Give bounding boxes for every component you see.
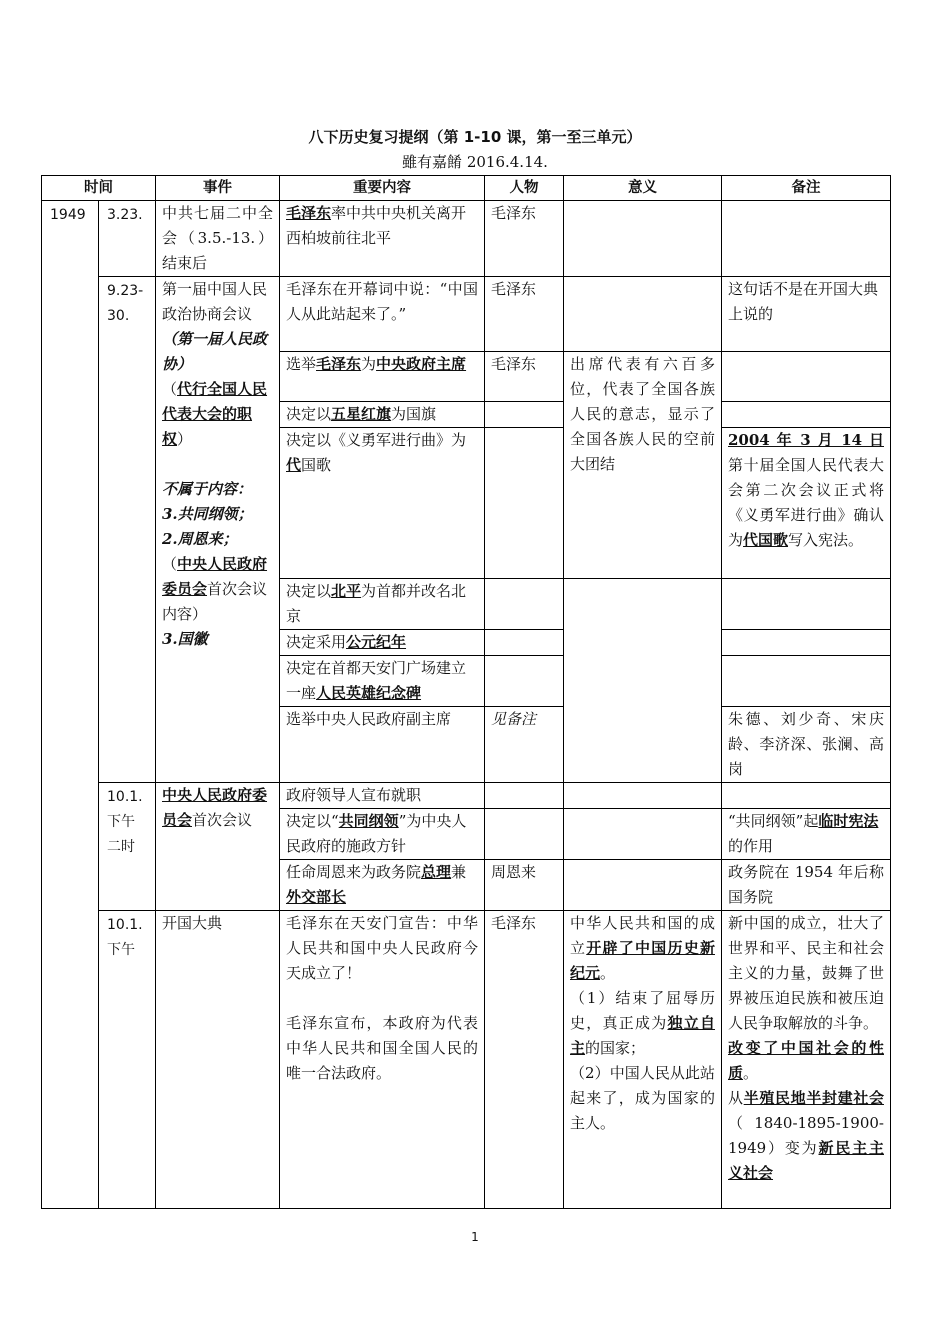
paren: （ [162,555,178,573]
significance-cell [564,783,722,809]
date-cell: 10.1.下午二时 [99,783,156,911]
significance-text [570,911,715,986]
note-cell [722,402,891,428]
content-cell [280,201,485,277]
page-subtitle: 雖有嘉餚 2016.4.14. [402,153,548,171]
person-cell: 毛泽东 [485,277,564,352]
note-cell: 这句话不是在开国大典上说的 [722,277,891,352]
text: 的作用 [728,837,774,855]
underlined-term: 外交部长 [286,888,347,906]
content-cell [280,352,485,402]
note-cell: 政务院在 1954 年后称国务院 [722,860,891,911]
underlined-term: 中央人民政府委员会 [162,786,268,829]
underlined-term: 毛泽东 [316,355,362,373]
content-cell: 选举中央人民政府副主席 [280,707,485,783]
content-text: 毛泽东宣布，本政府为代表中华人民共和国全国人民的唯一合法政府。 [286,1014,478,1082]
content-cell [280,911,485,1209]
significance-cell [564,860,722,911]
not-include-item: 2.周恩来； [162,530,238,548]
content-cell: 毛泽东在开幕词中说：“中国人从此站起来了。” [280,277,485,352]
page-title: 八下历史复习提纲（第 1-10 课，第一至三单元） [308,128,642,146]
person-cell [485,402,564,428]
text: 写入宪法。 [788,531,864,549]
paren: （ [162,380,178,398]
text: （1）结束了屈辱历史，真正成为 [570,989,715,1032]
table-row [42,783,891,809]
header-time: 时间 [42,176,156,201]
text: 决定采用 [286,633,347,651]
underlined-term: 2004 年 3 月 14 日 [728,431,884,449]
note-cell [722,783,891,809]
underlined-term: 总理 [421,863,452,881]
text: “共同纲领”起 [728,812,819,830]
event-cell: 开国大典 [156,911,280,1209]
text: 为国旗 [391,405,437,423]
text: （1840-1895-1900-1949）变为 [728,1114,884,1157]
text: 的国家； [585,1039,646,1057]
significance-text [570,986,715,1061]
text: 决定以 [286,405,332,423]
text: 国歌 [301,456,332,474]
header-content: 重要内容 [280,176,485,201]
note-text [728,1036,884,1086]
event-note [162,377,273,452]
content-cell [280,428,485,579]
not-include-item: 3.国徽 [162,630,208,648]
content-cell [280,860,485,911]
header-note: 备注 [722,176,891,201]
text: 任命周恩来为政务院 [286,863,422,881]
event-note: （第一届人民政协） [162,330,268,373]
underlined-term: 新民主主义社会 [728,1139,884,1182]
underlined-term: 五星红旗 [331,405,392,423]
underlined-term: 共同纲领 [338,812,399,830]
text: 。 [743,1064,759,1082]
not-include-item: 3.共同纲领； [162,505,253,523]
underlined-term: 中央政府主席 [376,355,467,373]
paren: ） [177,430,193,448]
underlined-term: 中央人民政府委员会 [162,555,268,598]
event-cell [156,277,280,783]
person-cell: 周恩来 [485,860,564,911]
header-person: 人物 [485,176,564,201]
underlined-term: 代国歌 [743,531,789,549]
note-text: 新中国的成立，壮大了世界和平、民主和社会主义的力量，鼓舞了世界被压迫民族和被压迫人民争取解放的斗争。 [728,914,884,1032]
not-include-item [162,552,273,627]
note-cell [722,656,891,707]
note-text [728,1086,884,1186]
text: 决定以 [286,582,332,600]
note-cell [722,809,891,860]
underlined-term: 开辟了中国历史新纪元 [570,939,715,982]
significance-cell: 出席代表有六百多位，代表了全国各族人民的意志，显示了全国各族人民的空前大团结 [564,352,722,579]
note-cell [722,201,891,277]
underlined-term: 毛泽东 [286,204,332,222]
person-cell [485,783,564,809]
underlined-term: 北平 [331,582,362,600]
person-cell [485,809,564,860]
content-cell [280,402,485,428]
note-cell [722,579,891,630]
header-event: 事件 [156,176,280,201]
date-cell: 3.23. [99,201,156,277]
text: 兼 [451,863,467,881]
note-cell [722,630,891,656]
underlined-term: 代行全国人民代表大会的职权 [162,380,268,448]
text: ”为中央人民政府的施政方针 [286,812,467,855]
significance-cell [564,201,722,277]
content-cell [280,656,485,707]
person-cell: 毛泽东 [485,201,564,277]
text: 第十届全国人民代表大会第二次会议正式将《义勇军进行曲》确认为 [728,456,884,549]
text: 首次会议 [192,811,253,829]
person-cell [485,428,564,579]
text: 。 [600,964,616,982]
note-cell [722,352,891,402]
note-cell: 朱德、刘少奇、宋庆龄、李济深、张澜、高岗 [722,707,891,783]
table-row [42,201,891,277]
person-cell: 毛泽东 [485,352,564,402]
content-cell [280,579,485,630]
table-row [42,277,891,352]
significance-text: （2）中国人民从此站起来了，成为国家的主人。 [570,1064,715,1132]
content-cell [280,809,485,860]
person-cell [485,656,564,707]
person-cell: 毛泽东 [485,911,564,1209]
person-cell [485,630,564,656]
person-cell: 见备注 [485,707,564,783]
event-title: 第一届中国人民政治协商会议 [162,280,268,323]
underlined-term: 改变了中国社会的性质 [728,1039,884,1082]
content-cell [280,630,485,656]
content-text: 毛泽东在天安门宣告：中华人民共和国中央人民政府今天成立了！ [286,914,478,982]
text: 首次会议 内容） [162,580,268,623]
year-cell: 1949 [42,201,99,1209]
text: 决定在首都天安门广场建立一座 [286,659,467,702]
text: 为 [361,355,377,373]
person-cell [485,579,564,630]
significance-cell [564,911,722,1209]
table-row [42,911,891,1209]
text: 为首都并改名北京 [286,582,467,625]
not-include-label: 不属于内容： [162,480,253,498]
page-number: 1 [471,1230,479,1244]
content-cell: 政府领导人宣布就职 [280,783,485,809]
underlined-term: 独立自主 [570,1014,715,1057]
header-row [42,176,891,201]
significance-cell [564,579,722,783]
event-cell [156,783,280,911]
significance-cell [564,277,722,352]
text: 从 [728,1089,744,1107]
underlined-term: 临时宪法 [818,812,879,830]
text: 决定以《义勇军进行曲》为 [286,431,467,449]
note-cell [722,428,891,579]
content-text: 率中共中央机关离开西柏坡前往北平 [286,204,467,247]
text: 决定以“ [286,812,339,830]
review-table [41,175,891,1209]
underlined-term: 半殖民地半封建社会 [743,1089,884,1107]
date-cell: 10.1.下午 [99,911,156,1209]
header-significance: 意义 [564,176,722,201]
underlined-term: 人民英雄纪念碑 [316,684,422,702]
note-cell [722,911,891,1209]
text: 选举 [286,355,317,373]
event-cell: 中共七届二中全会（3.5.-13.）结束后 [156,201,280,277]
significance-cell [564,809,722,860]
underlined-term: 代 [286,456,302,474]
text: 中华人民共和国的成立 [570,914,715,957]
underlined-term: 公元纪年 [346,633,407,651]
date-cell: 9.23-30. [99,277,156,783]
